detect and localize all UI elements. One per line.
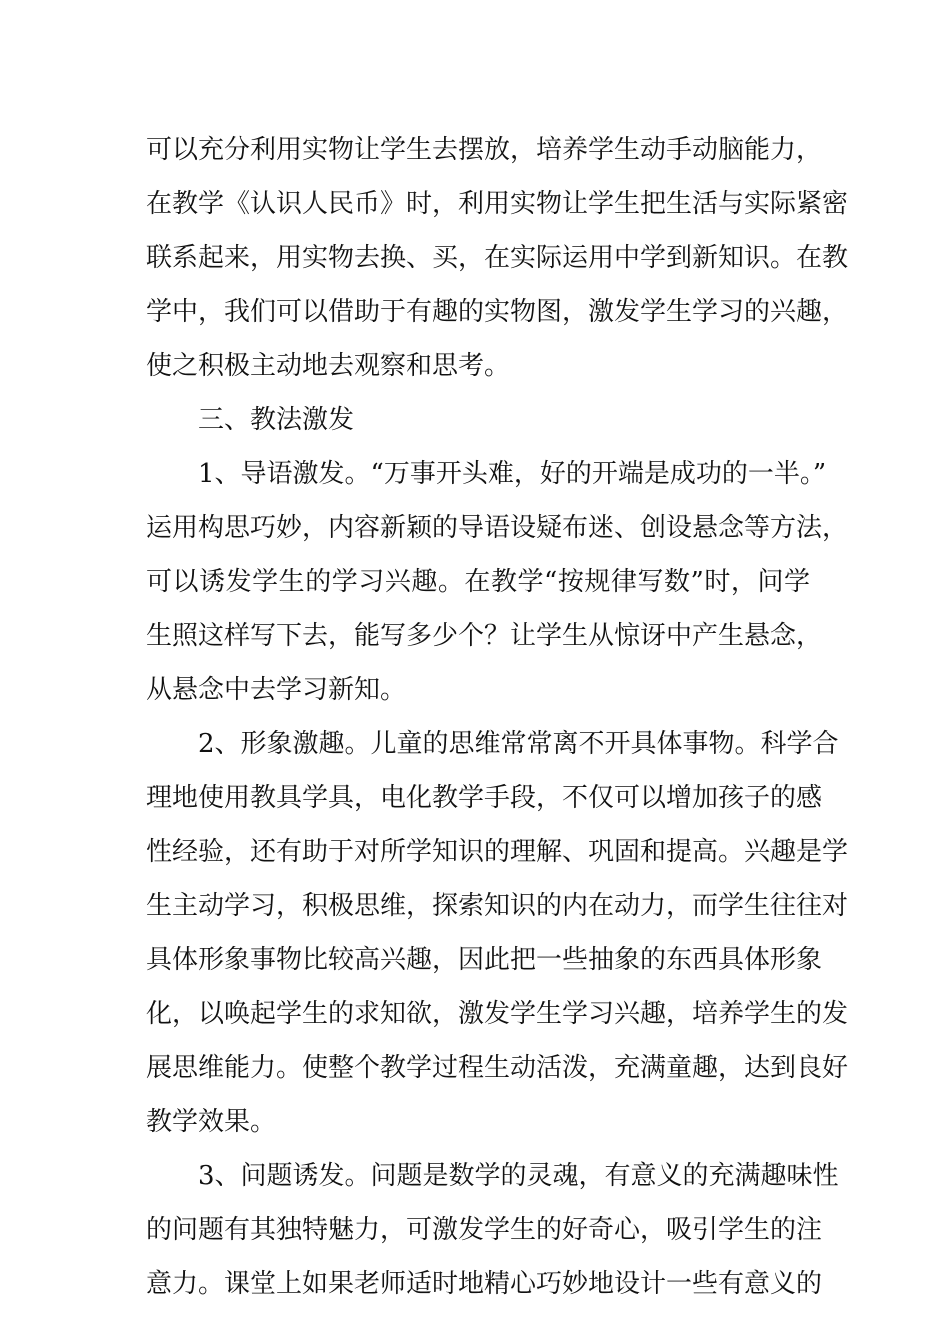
text-line: 1、导语激发。“万事开头难，好的开端是成功的一半。” <box>198 459 827 489</box>
text-line: 具体形象事物比较高兴趣，因此把一些抽象的东西具体形象 <box>146 945 823 975</box>
text-line: 理地使用教具学具，电化教学手段，不仅可以增加孩子的感 <box>146 783 823 813</box>
document-body <box>146 123 849 1311</box>
text-line: 的问题有其独特魅力，可激发学生的好奇心，吸引学生的注 <box>146 1215 823 1245</box>
text-line: 性经验，还有助于对所学知识的理解、巩固和提高。兴趣是学 <box>146 837 849 867</box>
text-line: 教学效果。 <box>146 1107 277 1137</box>
text-line: 使之积极主动地去观察和思考。 <box>146 351 511 381</box>
text-line: 化，以唤起学生的求知欲，激发学生学习兴趣，培养学生的发 <box>146 999 849 1029</box>
text-line: 可以诱发学生的学习兴趣。在教学“按规律写数”时，问学 <box>146 567 810 597</box>
text-line: 运用构思巧妙，内容新颖的导语设疑布迷、创设悬念等方法， <box>146 513 849 543</box>
text-line: 联系起来，用实物去换、买，在实际运用中学到新知识。在教 <box>146 243 849 273</box>
text-line: 意力。课堂上如果老师适时地精心巧妙地设计一些有意义的 <box>146 1269 823 1299</box>
text-line: 生主动学习，积极思维，探索知识的内在动力，而学生往往对 <box>146 891 849 921</box>
text-line: 展思维能力。使整个教学过程生动活泼，充满童趣，达到良好 <box>146 1053 849 1083</box>
text-line: 在教学《认识人民币》时，利用实物让学生把生活与实际紧密 <box>146 189 849 219</box>
text-line: 2、形象激趣。儿童的思维常常离不开具体事物。科学合 <box>198 729 839 759</box>
text-line: 三、教法激发 <box>198 405 355 435</box>
text-line: 学中，我们可以借助于有趣的实物图，激发学生学习的兴趣， <box>146 297 849 327</box>
text-line: 可以充分利用实物让学生去摆放，培养学生动手动脑能力， <box>146 135 823 165</box>
text-line: 从悬念中去学习新知。 <box>146 675 407 705</box>
text-line: 3、问题诱发。问题是数学的灵魂，有意义的充满趣味性 <box>198 1161 839 1191</box>
text-line: 生照这样写下去，能写多少个？让学生从惊讶中产生悬念， <box>146 621 823 651</box>
